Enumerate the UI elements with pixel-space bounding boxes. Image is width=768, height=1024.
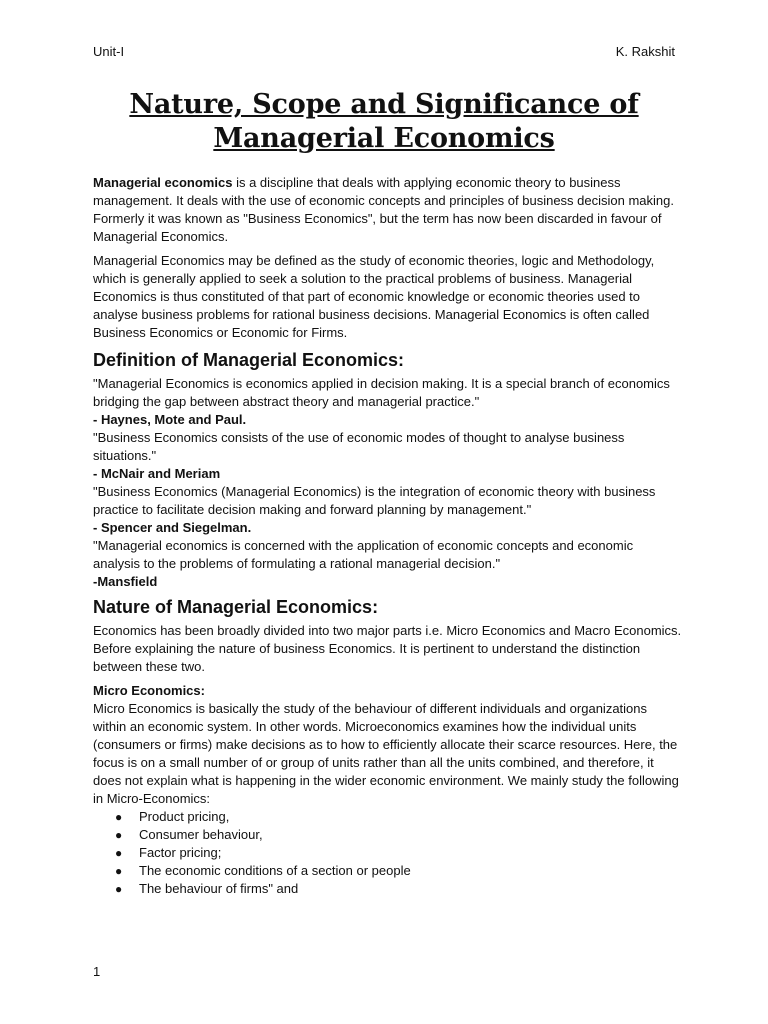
definition-author-4: -Mansfield bbox=[93, 574, 158, 589]
intro-paragraph-1 bbox=[93, 174, 683, 246]
definition-author-2: - McNair and Meriam bbox=[93, 466, 221, 481]
nature-heading: Nature of Managerial Economics: bbox=[93, 597, 379, 617]
intro-paragraph-2: Managerial Economics may be defined as the study of economic theories, logic and Methodology, which is generally applied to seek a solution to the practical problems of business. Managerial Economics is thus constituted of that part of economic knowledge or economic theories used to analyse business problems for rational business decisions. Managerial Economics is often called Business Economics or Economic for Firms. bbox=[93, 253, 655, 340]
bullet-icon: ● bbox=[115, 810, 123, 824]
list-item-text: The behaviour of firms" and bbox=[139, 881, 299, 896]
list-item bbox=[115, 862, 683, 880]
definition-author-1: - Haynes, Mote and Paul. bbox=[93, 412, 247, 427]
bullet-icon: ● bbox=[115, 864, 123, 878]
micro-economics-list bbox=[93, 808, 683, 898]
list-item bbox=[115, 808, 683, 826]
page-number: 1 bbox=[93, 964, 101, 979]
list-item-text: Factor pricing; bbox=[139, 845, 222, 860]
intro-lead-term: Managerial economics bbox=[93, 175, 233, 190]
definition-quote-2: "Business Economics consists of the use of economic modes of thought to analyse business situations." bbox=[93, 430, 625, 463]
list-item-text: Product pricing, bbox=[139, 809, 230, 824]
definition-quote-1: "Managerial Economics is economics applied in decision making. It is a special branch of economics bridging the gap between abstract theory and managerial practice." bbox=[93, 376, 670, 409]
header-unit: Unit-I bbox=[93, 44, 125, 59]
definition-author-3: - Spencer and Siegelman. bbox=[93, 520, 252, 535]
list-item bbox=[115, 880, 683, 898]
bullet-icon: ● bbox=[115, 846, 123, 860]
definition-heading: Definition of Managerial Economics: bbox=[93, 350, 405, 370]
nature-paragraph: Economics has been broadly divided into two major parts i.e. Micro Economics and Macro Economics. Before explaining the nature of business Economics. It is pertinent to understand the distinction between these two. bbox=[93, 623, 682, 674]
document-body bbox=[93, 174, 683, 898]
definition-quote-4: "Managerial economics is concerned with the application of economic concepts and economic analysis to the problems of formulating a rational managerial decision." bbox=[93, 538, 634, 571]
header-author: K. Rakshit bbox=[615, 44, 675, 59]
definition-quote-3: "Business Economics (Managerial Economics) is the integration of economic theory with business practice to facilitate decision making and forward planning by management." bbox=[93, 484, 656, 517]
list-item-text: The economic conditions of a section or people bbox=[139, 863, 411, 878]
micro-economics-heading: Micro Economics: bbox=[93, 683, 205, 698]
intro-paragraph-1-text: is a discipline that deals with applying economic theory to business management. It deals with the use of economic concepts and principles of business decision making. Formerly it was known as "Business Economics", but the term has now been discarded in favour of Managerial Economics. bbox=[93, 175, 674, 244]
page-title: Nature, Scope and Significance of Managerial Economics bbox=[129, 89, 639, 154]
list-item bbox=[115, 826, 683, 844]
list-item-text: Consumer behaviour, bbox=[139, 827, 263, 842]
list-item bbox=[115, 844, 683, 862]
bullet-icon: ● bbox=[115, 882, 123, 896]
bullet-icon: ● bbox=[115, 828, 123, 842]
micro-economics-text: Micro Economics is basically the study of the behaviour of different individuals and organizations within an economic system. In other words. Microeconomics examines how the individual units (consumers or firms) make decisions as to how to efficiently allocate their scarce resources. Here, the focus is on a small number of or group of units rather than all the units combined, and therefore, it does not explain what is happening in the wider economic environment. We mainly study the following in Micro-Economics: bbox=[93, 701, 679, 806]
